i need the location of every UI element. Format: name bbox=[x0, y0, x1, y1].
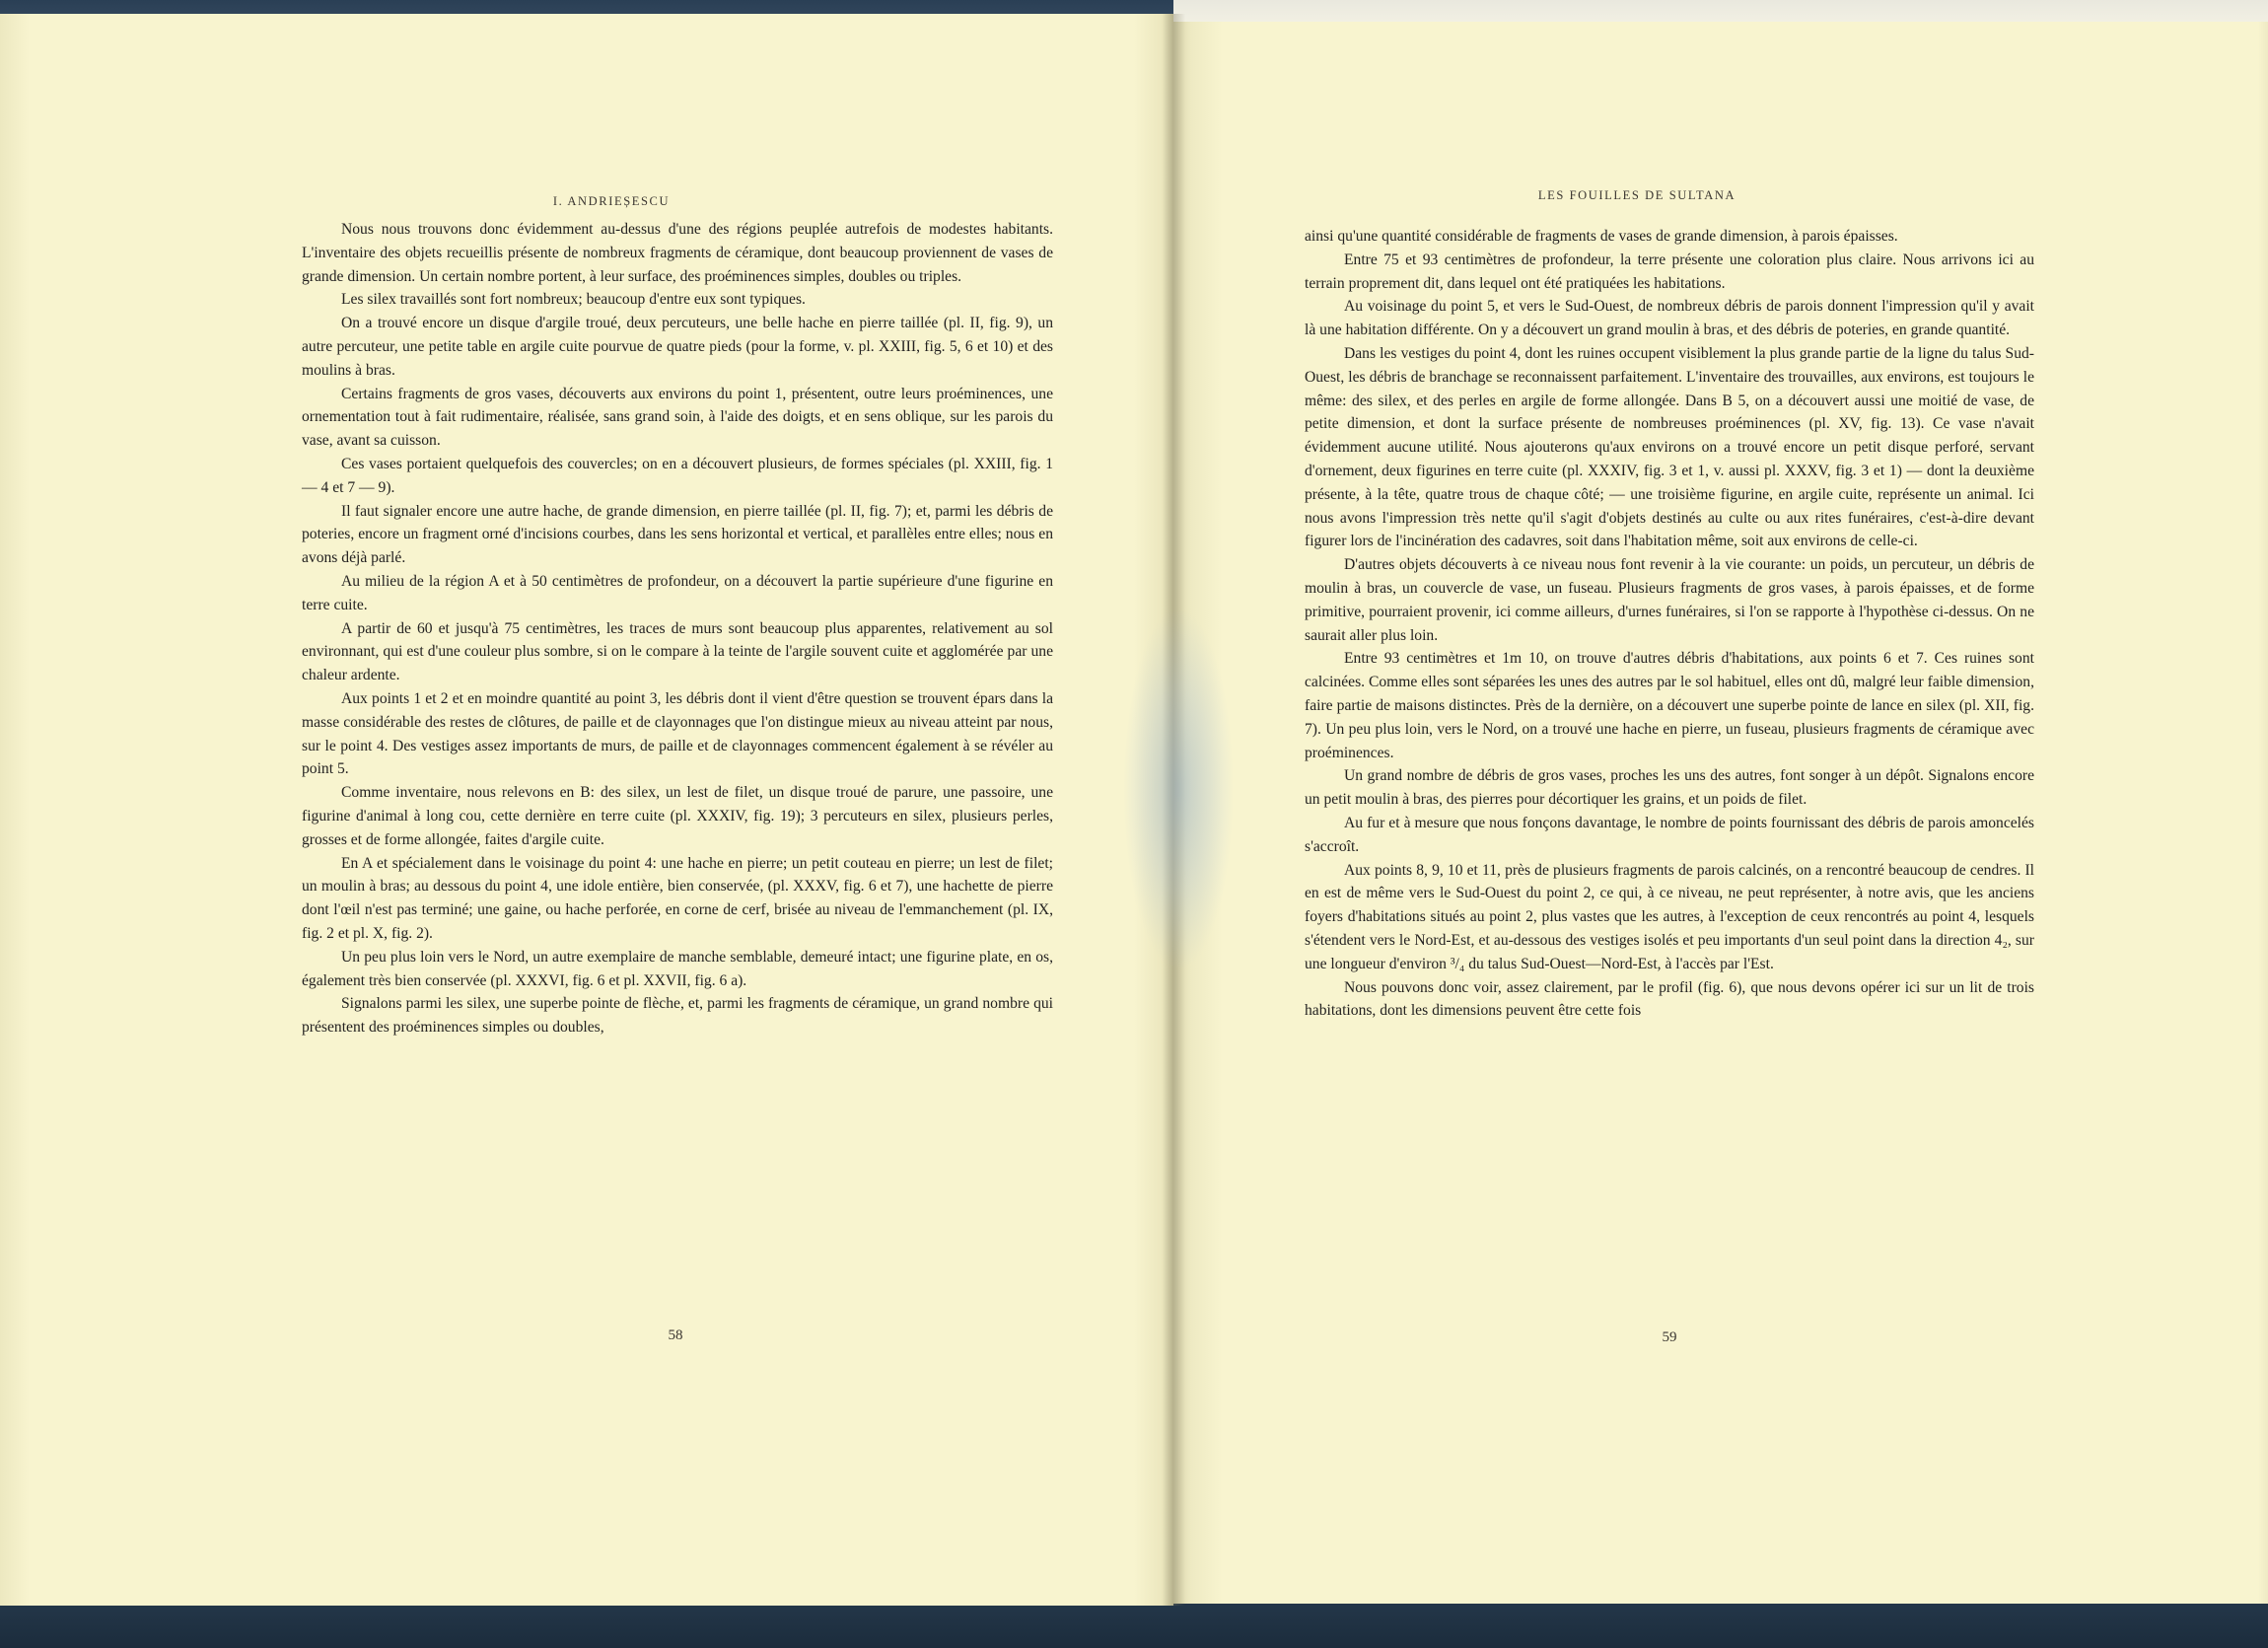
paragraph: Au voisinage du point 5, et vers le Sud-Ouest, de nombreux débris de parois donnent l'impression qu'il y avait là une habitation différente. On y a découvert un grand moulin à bras, et des débris de poteries, en grande quantité. bbox=[1305, 298, 2034, 339]
paragraph: Un grand nombre de débris de gros vases, proches les uns des autres, font songer à un dépôt. Signalons encore un petit moulin à bras, des pierres pour décortiquer les grains, et un poids de filet. bbox=[1305, 767, 2034, 809]
gutter-blue-stain bbox=[1124, 611, 1233, 967]
right-body-text bbox=[1305, 225, 2034, 1023]
left-page-number: 58 bbox=[668, 1327, 683, 1343]
paragraph: Signalons parmi les silex, une superbe pointe de flèche, et, parmi les fragments de céramique, un grand nombre qui présentent des proéminences simples ou doubles, bbox=[302, 995, 1053, 1037]
paragraph: Il faut signaler encore une autre hache, de grande dimension, en pierre taillée (pl. II, fig. 7); et, parmi les débris de poteries, encore un fragment orné d'incisions courbes, dans les sens horizontal et vertical, et parallèles entre elles; nous en avons déjà parlé. bbox=[302, 502, 1053, 567]
paragraph-continued: ainsi qu'une quantité considérable de fragments de vases de grande dimension, à parois épaisses. bbox=[1305, 228, 1898, 245]
paragraph: Entre 93 centimètres et 1m 10, on trouve d'autres débris d'habitations, aux points 6 et 7. Ces ruines sont calcinées. Comme elles sont séparées les unes des autres par le sol habituel, elles ont dû, malgré leur faible dimension, faire partie de maisons distinctes. Près de la dernière, on a découvert une superbe pointe de lance en silex (pl. XII, fig. 7). Un peu plus loin, vers le Nord, on a trouvé une hache en pierre, un fuseau, plusieurs fragments de céramique avec proéminences. bbox=[1305, 650, 2034, 761]
paragraph: Un peu plus loin vers le Nord, un autre exemplaire de manche semblable, demeuré intact; une figurine plate, en os, également très bien conservée (pl. XXXVI, fig. 6 et pl. XXVII, fig. 6 a). bbox=[302, 948, 1053, 989]
right-page-number: 59 bbox=[1662, 1329, 1677, 1345]
right-page bbox=[1173, 22, 2268, 1604]
paragraph: Nous nous trouvons donc évidemment au-dessus d'une des régions peuplée autrefois de modestes habitants. L'inventaire des objets recueillis présente de nombreux fragments de céramique, dont beaucoup proviennent de vases de grande dimension. Un certain nombre portent, à leur surface, des proéminences simples, doubles ou triples. bbox=[302, 221, 1053, 285]
paragraph: Les silex travaillés sont fort nombreux; beaucoup d'entre eux sont typiques. bbox=[341, 291, 806, 309]
paragraph: Au milieu de la région A et à 50 centimètres de profondeur, on a découvert la partie supérieure d'une figurine en terre cuite. bbox=[302, 572, 1053, 613]
paragraph: D'autres objets découverts à ce niveau nous font revenir à la vie courante: un poids, un percuteur, un débris de moulin à bras, un couvercle de vase, un fuseau. Plusieurs fragments de gros vases, à parois épaisses, et de forme primitive, pourraient provenir, ici comme ailleurs, d'urnes funéraires, si l'on se rapporte à l'hypothèse ci-dessus. On ne saurait aller plus loin. bbox=[1305, 556, 2034, 644]
left-page bbox=[0, 14, 1173, 1606]
paragraph: Au fur et à mesure que nous fonçons davantage, le nombre de points fournissant des débris de parois amoncelés s'accroît. bbox=[1305, 814, 2034, 855]
paragraph: Nous pouvons donc voir, assez clairement, par le profil (fig. 6), que nous devons opérer ici sur un lit de trois habitations, dont les dimensions peuvent être cette fois bbox=[1305, 978, 2034, 1020]
paragraph: En A et spécialement dans le voisinage du point 4: une hache en pierre; un petit couteau en pierre; un lest de filet; un moulin à bras; au dessous du point 4, une idole entière, bien conservée, (pl. XXXV, fig. 6 et 7), une hachette de pierre dont l'œil n'est pas terminé; une gaine, ou hache perforée, en corne de cerf, brisée au niveau de l'emmanchement (pl. IX, fig. 2 et pl. X, fig. 2). bbox=[302, 854, 1053, 942]
paragraph: Comme inventaire, nous relevons en B: des silex, un lest de filet, un disque troué de parure, une passoire, une figurine d'animal à long cou, cette dernière en terre cuite (pl. XXXIV, fig. 19); 3 percuteurs en silex, plusieurs perles, grosses et de forme allongée, faites d'argile cuite. bbox=[302, 784, 1053, 848]
paragraph: Aux points 1 et 2 et en moindre quantité au point 3, les débris dont il vient d'être question se trouvent épars dans la masse considérable des restes de clôtures, de paille et de clayonnages que l'on distingue mieux au niveau atteint par nous, sur le point 4. Des vestiges assez importants de murs, de paille et de clayonnages commencent également à se révéler au point 5. bbox=[302, 689, 1053, 778]
paragraph: Certains fragments de gros vases, découverts aux environs du point 1, présentent, outre leurs proéminences, une ornementation tout à fait rudimentaire, réalisée, sans grand soin, à l'aide des doigts, et en sens oblique, sur les parois du vase, avant sa cuisson. bbox=[302, 385, 1053, 450]
right-running-header: LES FOUILLES DE SULTANA bbox=[1537, 188, 1736, 202]
paragraph: Aux points 8, 9, 10 et 11, près de plusieurs fragments de parois calcinés, on a rencontré beaucoup de cendres. Il en est de même vers le Sud-Ouest du point 2, ce qui, à ce niveau, ne peut représenter, à notre avis, que les anciens foyers d'habitations situés au point 2, plus vastes que les autres, à l'exception de ceux rencontrés au point 4, lesquels s'étendent vers le Nord-Est, et au-dessous des vestiges isolés et peu importants d'un seul point dans la direction 4₂, sur une longueur d'environ ³/₄ du talus Sud-Ouest—Nord-Est, à l'accès par l'Est. bbox=[1305, 861, 2034, 972]
paragraph: Dans les vestiges du point 4, dont les ruines occupent visiblement la plus grande partie de la ligne du talus Sud-Ouest, les débris de branchage se reconnaissent parfaitement. L'inventaire des trouvailles, aux environs, est toujours le même: des silex, et des perles en argile de forme allongée. Dans B 5, on a découvert aussi une moitié de vase, de petite dimension, et dont la surface présente de nombreuses proéminences (pl. XV, fig. 13). Ce vase n'avait évidemment aucune utilité. Nous ajouterons qu'aux environs on a trouvé encore un petit disque perforé, servant d'ornement, deux figurines en terre cuite (pl. XXXIV, fig. 3 et 1, v. aussi pl. XXXV, fig. 3 et 1) — dont la deuxième présente, à la tête, quatre trous de chaque côté; — une troisième figurine, en argile cuite, représente un animal. Ici nous avons l'impression très nette qu'il s'agit d'objets destinés au culte ou aux rites funéraires, c'est-à-dire devant figurer lors de l'incinération des cadavres, soit dans l'habitation même, soit aux environs de celle-ci. bbox=[1305, 344, 2034, 550]
paragraph: Entre 75 et 93 centimètres de profondeur, la terre présente une coloration plus claire. Nous arrivons ici au terrain proprement dit, dans lequel ont été pratiquées les habitations. bbox=[1305, 251, 2034, 292]
paragraph: Ces vases portaient quelquefois des couvercles; on en a découvert plusieurs, de formes spéciales (pl. XXIII, fig. 1 — 4 et 7 — 9). bbox=[302, 455, 1053, 496]
paragraph: A partir de 60 et jusqu'à 75 centimètres, les traces de murs sont beaucoup plus apparentes, relativement au sol environnant, qui est d'une couleur plus sombre, si on le compare à la teinte de l'argile souvent cuite et agglomérée par une chaleur ardente. bbox=[302, 619, 1053, 684]
left-body-text bbox=[302, 218, 1053, 1039]
paragraph: On a trouvé encore un disque d'argile troué, deux percuteurs, une belle hache en pierre taillée (pl. II, fig. 9), un autre percuteur, une petite table en argile cuite pourvue de quatre pieds (pour la forme, v. pl. XXIII, fig. 5, 6 et 10) et des moulins à bras. bbox=[302, 315, 1053, 379]
left-running-header: I. ANDRIEȘESCU bbox=[552, 194, 671, 208]
